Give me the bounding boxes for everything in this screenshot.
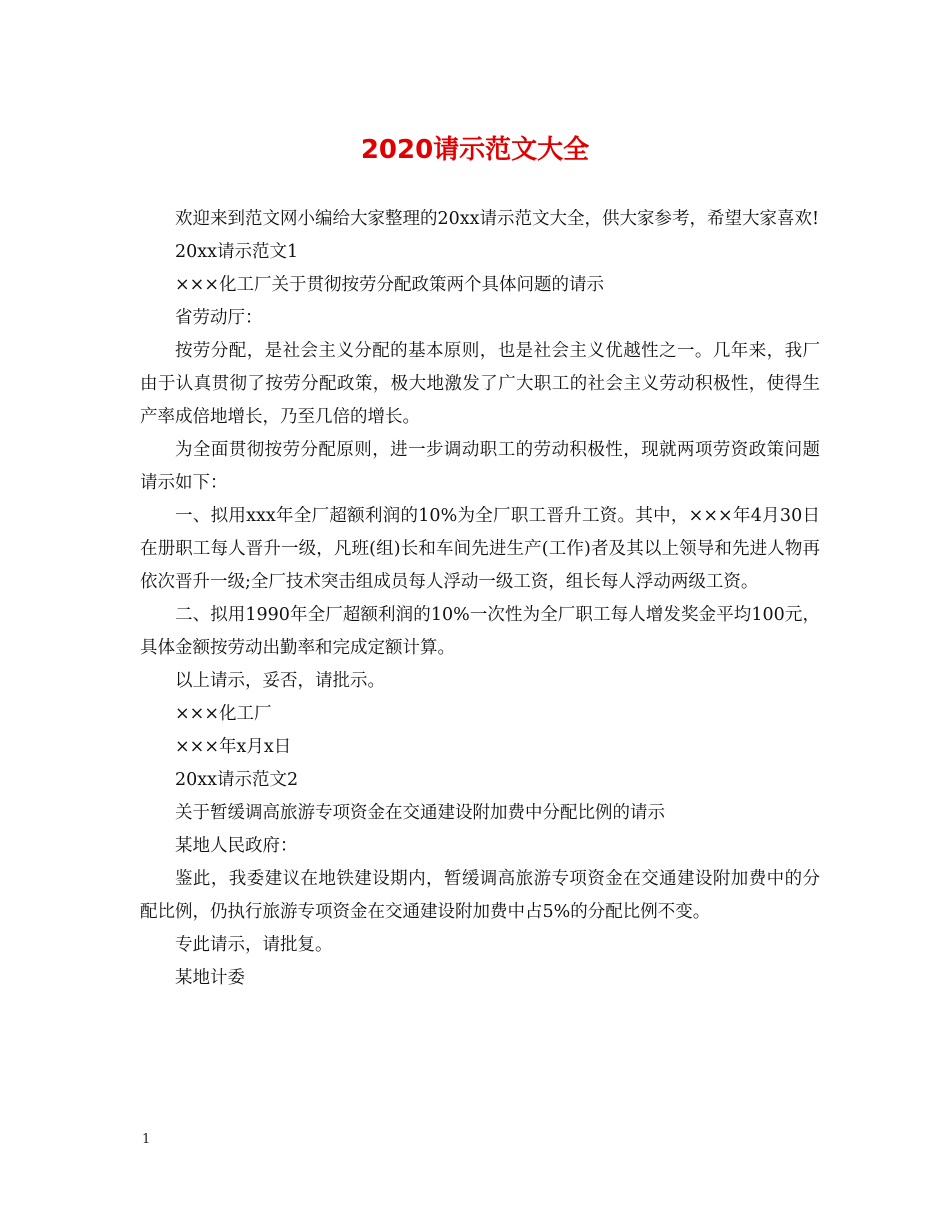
paragraph: 鉴此，我委建议在地铁建设期内，暂缓调高旅游专项资金在交通建设附加费中的分配比例，仍执行旅游专项资金在交通建设附加费中占5%的分配比例不变。: [140, 869, 820, 922]
paragraph: 二、拟用1990年全厂超额利润的10%一次性为全厂职工每人增发奖金平均100元，具体金额按劳动出勤率和完成定额计算。: [140, 605, 820, 658]
document-body: [140, 203, 820, 995]
paragraph: 省劳动厅：: [175, 308, 263, 328]
paragraph: ×××年x月x日: [175, 737, 292, 757]
paragraph: 按劳分配，是社会主义分配的基本原则，也是社会主义优越性之一。几年来，我厂由于认真贯彻了按劳分配政策，极大地激发了广大职工的社会主义劳动积极性，使得生产率成倍地增长，乃至几倍的增长。: [140, 341, 820, 427]
paragraph: 专此请示，请批复。: [175, 935, 333, 955]
paragraph: 一、拟用xxx年全厂超额利润的10%为全厂职工晋升工资。其中，×××年4月30日在册职工每人晋升一级，凡班(组)长和车间先进生产(工作)者及其以上领导和先进人物再依次晋升一级;全厂技术突击组成员每人浮动一级工资，组长每人浮动两级工资。: [140, 506, 820, 592]
paragraph: 20xx请示范文2: [175, 770, 299, 790]
paragraph: 欢迎来到范文网小编给大家整理的20xx请示范文大全，供大家参考，希望大家喜欢!: [175, 209, 820, 229]
paragraph: 某地人民政府：: [175, 836, 298, 856]
paragraph: 某地计委: [175, 968, 245, 988]
paragraph: 以上请示，妥否，请批示。: [175, 671, 385, 691]
paragraph: 关于暂缓调高旅游专项资金在交通建设附加费中分配比例的请示: [175, 803, 665, 823]
paragraph: ×××化工厂: [175, 704, 272, 724]
paragraph: ×××化工厂关于贯彻按劳分配政策两个具体问题的请示: [175, 275, 604, 295]
paragraph: 为全面贯彻按劳分配原则，进一步调动职工的劳动积极性，现就两项劳资政策问题请示如下：: [140, 440, 820, 493]
paragraph: 20xx请示范文1: [175, 242, 299, 262]
document-title: 2020请示范文大全: [360, 135, 590, 165]
page-number: 1: [142, 1132, 151, 1147]
